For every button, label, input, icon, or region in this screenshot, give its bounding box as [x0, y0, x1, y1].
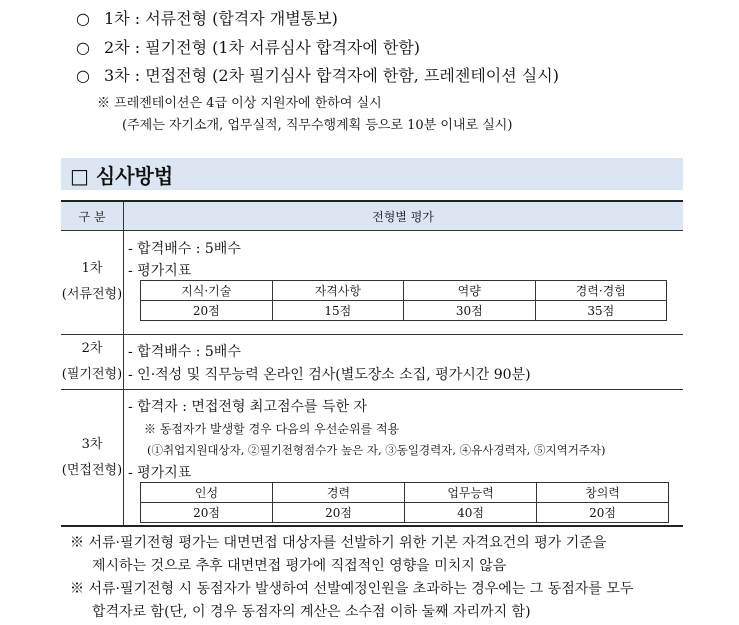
section-title — [70, 160, 173, 189]
row3-criteria-table — [140, 482, 669, 523]
criteria-cell: 업무능력 — [405, 483, 537, 503]
header-evaluation: 전형별 평가 — [123, 202, 683, 231]
stage-item-1 — [76, 6, 338, 29]
row1-criteria-label: - 평가지표 — [128, 263, 192, 279]
section-title-text: 심사방법 — [95, 164, 174, 188]
row2-pass-multiple: - 합격배수 : 5배수 — [128, 344, 241, 360]
stage-item-3 — [76, 63, 559, 86]
score-cell: 20점 — [273, 503, 405, 523]
row1-pass-multiple: - 합격배수 : 5배수 — [128, 241, 241, 257]
row1-criteria-table — [140, 280, 667, 321]
criteria-cell: 창의력 — [537, 483, 669, 503]
circle-bullet-icon: ○ — [76, 38, 90, 57]
criteria-cell: 경력 — [273, 483, 405, 503]
row3-pass-criteria: - 합격자 : 면접전형 최고점수를 득한 자 — [128, 399, 368, 415]
score-cell: 35점 — [535, 301, 667, 321]
row3-criteria-label: - 평가지표 — [128, 465, 192, 481]
footnote-1-line1: ※ 서류·필기전형 평가는 대면면접 대상자를 선발하기 위한 기본 자격요건의 평가 기준을 — [70, 535, 607, 551]
checkbox-icon: □ — [70, 164, 89, 188]
row-label-stage2: 2차 (필기전형) — [61, 341, 123, 382]
row-divider — [61, 389, 683, 390]
header-category: 구 분 — [61, 202, 123, 231]
row2-online-test: - 인·적성 및 직무능력 온라인 검사(별도장소 소집, 평가시간 90분) — [128, 367, 531, 383]
row-label-stage3: 3차 (면접전형) — [61, 436, 123, 478]
criteria-cell: 지식·기술 — [141, 281, 273, 301]
presentation-topic-note: (주제는 자기소개, 업무실적, 직무수행계획 등으로 10분 이내로 실시) — [122, 118, 513, 133]
stage-item-2 — [76, 35, 420, 58]
score-cell: 30점 — [404, 301, 536, 321]
row3-priority-list: (①취업지원대상자, ②필기전형점수가 높은 자, ③동일경력자, ④유사경력자, ⑤지역거주자) — [147, 443, 606, 457]
circle-bullet-icon: ○ — [76, 9, 90, 28]
score-cell: 40점 — [405, 503, 537, 523]
criteria-cell: 자격사항 — [272, 281, 404, 301]
circle-bullet-icon: ○ — [76, 66, 90, 85]
row-label-stage1: 1차 (서류전형) — [61, 261, 123, 302]
row-divider — [61, 334, 683, 335]
score-cell: 15점 — [272, 301, 404, 321]
stage-text: 3차 : 면접전형 (2차 필기심사 합격자에 한함, 프레젠테이션 실시) — [104, 66, 559, 85]
criteria-cell: 역량 — [404, 281, 536, 301]
footnote-1-line2: 제시하는 것으로 추후 대면면접 평가에 직접적인 영향을 미치지 않음 — [92, 558, 507, 574]
criteria-cell: 경력·경험 — [535, 281, 667, 301]
row3-tie-note: ※ 동점자가 발생할 경우 다음의 우선순위를 적용 — [144, 422, 400, 436]
stage-text: 2차 : 필기전형 (1차 서류심사 합격자에 한함) — [104, 38, 421, 57]
stage-text: 1차 : 서류전형 (합격자 개별통보) — [104, 9, 338, 28]
criteria-cell: 인성 — [141, 483, 273, 503]
score-cell: 20점 — [141, 301, 273, 321]
evaluation-table — [61, 200, 683, 527]
footnote-2-line1: ※ 서류·필기전형 시 동점자가 발생하여 선발예정인원을 초과하는 경우에는 그 동점자를 모두 — [70, 581, 634, 597]
presentation-note: ※ 프레젠테이션은 4급 이상 지원자에 한하여 실시 — [97, 96, 382, 111]
score-cell: 20점 — [141, 503, 273, 523]
column-divider — [123, 202, 124, 525]
score-cell: 20점 — [537, 503, 669, 523]
footnote-2-line2: 합격자로 함(단, 이 경우 동점자의 계산은 소수점 이하 둘째 자리까지 함) — [92, 604, 531, 620]
